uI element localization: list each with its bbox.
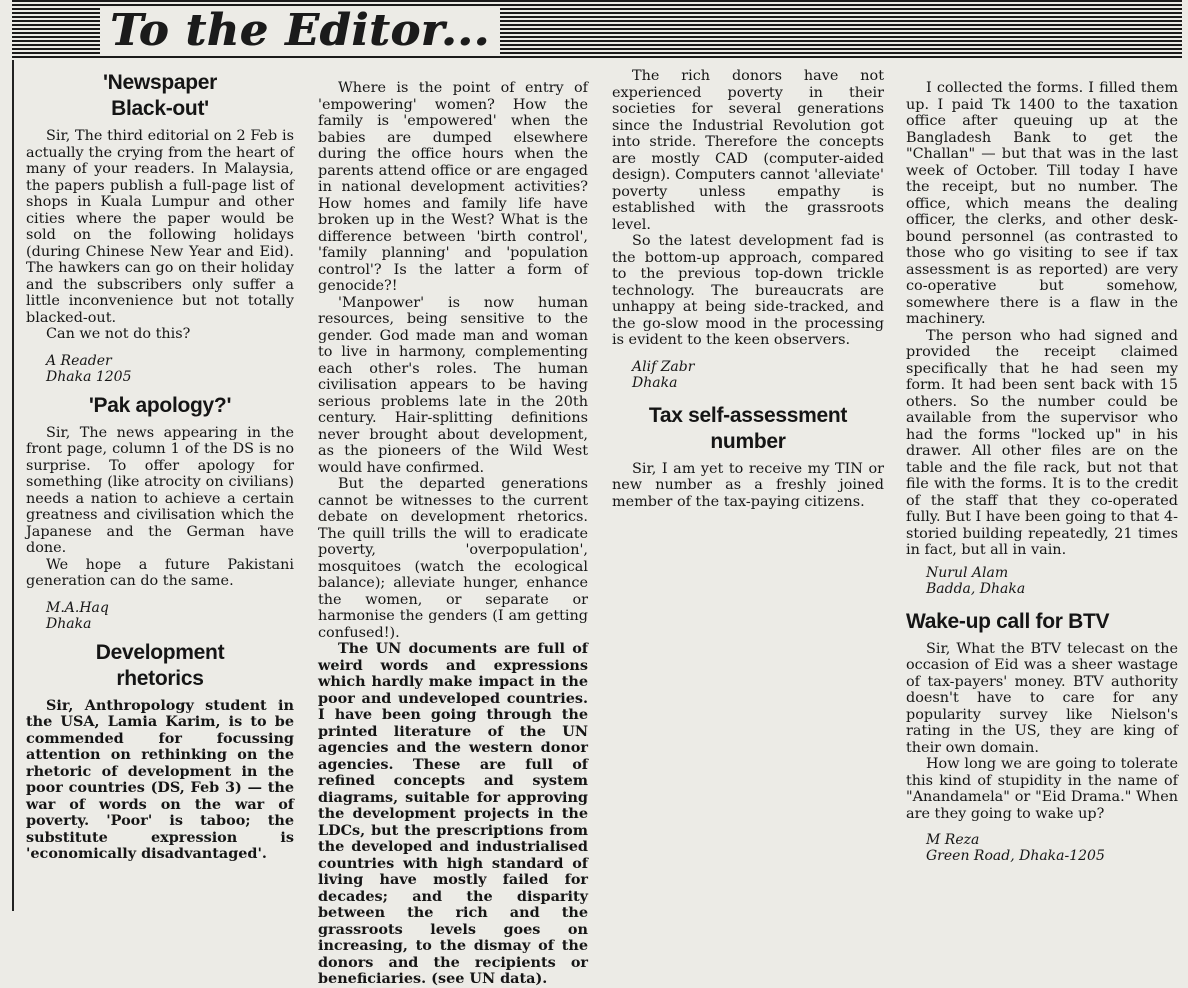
letter-paragraph: Sir, The third editorial on 2 Feb is actually the crying from the heart of many of your readers. In Malaysia, the papers publish a full-page list of shops in Kuala Lumpur and other cities where the paper would be sold on the following holidays (during Chinese New Year and Eid). The hawkers can go on their holiday and the subscribers only suffer a little inconvenience but not totally blacked-out. <box>26 128 294 326</box>
letter-paragraph: But the departed generations cannot be witnesses to the current debate on development rhetorics. The quill trills the will to eradicate poverty, 'overpopulation', mosquitoes (watch the ecological balance); alleviate hunger, enhance the women, or separate or harmonise the genders (I am getting confused!). <box>318 476 588 641</box>
letter-paragraph: The person who had signed and provided the receipt claimed specifically that he had seen my form. It had been sent back with 15 others. So the number could be available from the supervisor who had the forms "locked up" in his drawer. All other files are on the table and the file rack, but not that file with the forms. It is to the credit of the staff that they co-operated fully. But I have been going to that 4-storied building repeatedly, 21 times in fact, but all in vain. <box>906 327 1178 558</box>
section-banner <box>12 0 1182 60</box>
letter-headline: 'Pak apology?' <box>88 393 232 417</box>
letter-headline: 'Newspaper Black-out' <box>102 71 218 120</box>
letter-paragraph: We hope a future Pakistani generation can do the same. <box>26 556 294 589</box>
letter-wake-up-btv <box>906 609 1178 865</box>
signature-name: M.A.Haq <box>46 599 109 616</box>
letter-paragraph: Sir, Anthropology student in the USA, Lamia Karim, is to be commended for focussing attention on rethinking on the rhetoric of development in the poor countries (DS, Feb 3) — the war of words on the war of poverty. 'Poor' is taboo; the substitute expression is 'economically disadvantaged'. <box>26 696 294 862</box>
signature-place: Dhaka <box>632 374 678 391</box>
letter-paragraph: Where is the point of entry of 'empowering' women? How the family is 'empowered' when the babies are dumped elsewhere during the office hours when the parents attend office or are engaged in national development activities? How homes and family life have broken up in the West? What is the difference between 'birth control', 'family planning' and 'population control'? Is the latter a form of genocide?! <box>318 80 588 294</box>
letter-tax-self-assessment <box>612 403 884 511</box>
letter-headline: Tax self-assessment number <box>648 403 848 453</box>
signature-place: Dhaka 1205 <box>46 368 132 385</box>
letter-paragraph: Can we not do this? <box>46 326 191 342</box>
section-title: To the Editor... <box>100 6 500 56</box>
letter-paragraph: The UN documents are full of weird words and expressions which hardly make impact in the poor and undeveloped countries. I have been going through the printed literature of the UN agencies and the western donor agencies. These are full of refined concepts and system diagrams, suitable for approving the development projects in the LDCs, but the prescriptions from the developed and industrialised countries with high standard of living have mostly failed for decades; and the disparity between the rich and the grassroots levels goes on increasing, to the dismay of the donors and the recipients or beneficiaries. (see UN data). <box>318 640 588 987</box>
signature-name: A Reader <box>46 352 112 369</box>
letter-paragraph: I collected the forms. I filled them up. I paid Tk 1400 to the taxation office after queuing up at the Bangladesh Bank to get the "Challan" — but that was in the last week of October. Till today I have the receipt, but no number. The office, which means the dealing officer, the clerks, and other desk-bound personnel (as contrasted to those who go visiting to see if tax assessment is as reported) are very co-operative but somehow, somewhere there is a flaw in the machinery. <box>906 80 1178 327</box>
letter-paragraph: 'Manpower' is now human resources, being sensitive to the gender. God made man and woman to live in harmony, complementing each other's roles. The human civilisation appears to be having serious problems late in the 20th century. Hair-splitting definitions never brought about development, as the pioneers of the Wild West would have confirmed. <box>318 294 588 476</box>
signature-name: Nurul Alam <box>926 564 1009 581</box>
column-4 <box>906 80 1178 908</box>
signature-place: Badda, Dhaka <box>926 580 1026 597</box>
column-3 <box>612 68 884 908</box>
column-1 <box>26 68 294 908</box>
column-2 <box>318 0 588 987</box>
signature-place: Dhaka <box>46 615 92 632</box>
letter-pak-apology <box>26 393 294 632</box>
letter-headline: Development rhetorics <box>95 640 225 690</box>
signature-name: Alif Zabr <box>632 358 695 375</box>
letter-headline: Wake-up call for BTV <box>906 609 1110 633</box>
letter-paragraph: How long we are going to tolerate this kind of stupidity in the name of "Anandamela" or "Eid Drama." When are they going to wake up? <box>906 756 1178 822</box>
signature-name: M Reza <box>926 832 980 848</box>
letter-paragraph: Sir, The news appearing in the front page, column 1 of the DS is no surprise. To offer apology for something (like atrocity on civilians) needs a nation to achieve a certain greatness and civilisation which the Japanese and the German have done. <box>26 424 294 556</box>
left-rule <box>12 60 14 911</box>
letter-paragraph: So the latest development fad is the bottom-up approach, compared to the previous top-down trickle technology. The bureaucrats are unhappy at being side-tracked, and the go-slow mood in the processing is evident to the keen observers. <box>612 233 884 348</box>
letter-paragraph: Sir, I am yet to receive my TIN or new number as a freshly joined member of the tax-paying citizens. <box>612 460 884 510</box>
signature-place: Green Road, Dhaka-1205 <box>926 848 1105 864</box>
letter-paragraph: The rich donors have not experienced poverty in their societies for several generations since the Industrial Revolution got into stride. Therefore the concepts are mostly CAD (computer-aided design). Computers cannot 'alleviate' poverty unless empathy is established with the grassroots level. <box>612 68 884 233</box>
letter-development-rhetorics <box>26 640 294 863</box>
letter-paragraph: Sir, What the BTV telecast on the occasion of Eid was a sheer wastage of tax-payers' money. BTV authority doesn't have to care for any popularity survey like Nielson's rating in the US, they are king of their own domain. <box>906 640 1178 756</box>
letter-newspaper-blackout <box>26 70 294 385</box>
